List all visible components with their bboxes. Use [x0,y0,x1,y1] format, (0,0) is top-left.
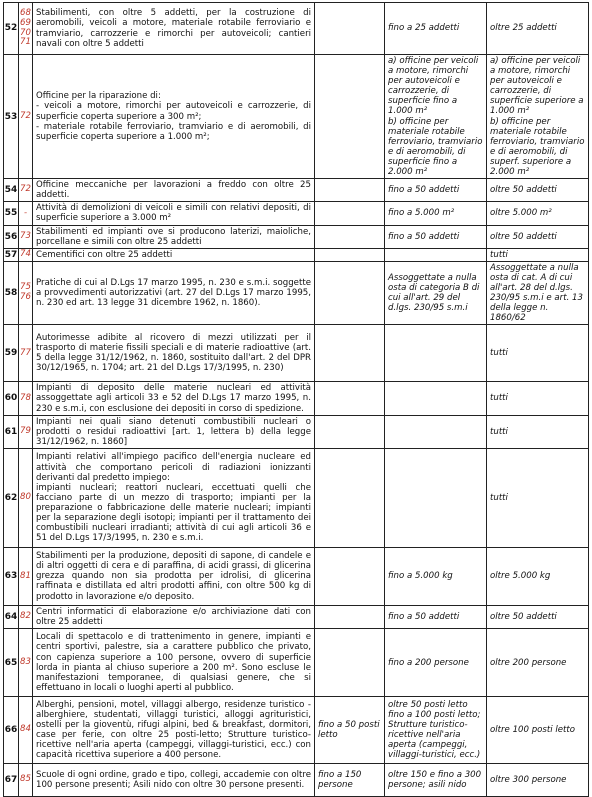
previous-number: 70 [20,27,31,38]
cell-line: Officine per la riparazione di: [36,91,161,102]
activity-description [33,3,315,55]
previous-activity-number [19,415,33,448]
activity-description [33,382,315,415]
category-b [385,448,487,547]
cell-line: Scuole di ogni ordine, grado e tipo, collegi, accademie con oltre 100 persone presenti; Asili nido con oltre 30 persone presenti. [36,770,311,791]
previous-number: 74 [20,248,31,259]
table-row [4,248,589,261]
category-b [385,605,487,628]
cell-line: a) officine per veicoli a motore, rimorchi per autoveicoli e carrozzerie, di superficie superiore a 1.000 m² [490,56,584,117]
activity-number: 55 [4,202,19,225]
cell-line: Stabilimenti, con oltre 5 addetti, per la costruzione di aeromobili, veicoli a motore, materiale rotabile ferroviario e tramviario, carrozzerie e rimorchi per autoveicoli; cantieri navali con oltre 5 addetti [36,8,311,49]
previous-number: 79 [20,425,31,436]
cell-line: - materiale rotabile ferroviario, tramviario e di aeromobili, di superficie coperta superiore a 1.000 m²; [36,121,311,142]
category-b [385,202,487,225]
activity-description [33,225,315,248]
previous-number: 81 [20,570,31,581]
previous-number: 78 [20,392,31,403]
cell-line: oltre 5.000 m² [490,208,552,219]
previous-number: 80 [20,492,31,503]
cell-line: Impianti relativi all'impiego pacifico dell'energia nucleare ed attività che comportano pericoli di radiazioni ionizzanti derivanti dal predetto impiego: [36,452,311,483]
category-b [385,629,487,697]
category-a [315,547,385,605]
activity-number: 56 [4,225,19,248]
activity-number: 53 [4,55,19,179]
previous-number: 77 [20,347,31,358]
previous-activity-number [19,547,33,605]
activity-description [33,547,315,605]
category-a [315,202,385,225]
previous-number: 71 [20,37,31,48]
category-c [487,629,589,697]
table-row [4,55,589,179]
table-row [4,415,589,448]
cell-line: b) officine per materiale rotabile ferroviario, tramviario e di aeromobili, di superf. superiore a 2.000 m² [490,116,585,178]
cell-line: tutti [490,426,508,437]
cell-line: fino a 25 addetti [388,23,460,34]
table-row [4,179,589,202]
previous-activity-number [19,629,33,697]
category-a [315,629,385,697]
activity-description [33,629,315,697]
table-row [4,261,589,325]
previous-activity-number [19,179,33,202]
table-row [4,325,589,382]
previous-activity-number [19,248,33,261]
category-b [385,55,487,179]
activity-number: 57 [4,249,18,260]
previous-number: 68 [20,8,31,19]
cell-line: Assoggettate a nulla osta di categoria B di cui all'art. 29 del d.lgs. 230/95 s.m.i [388,272,480,314]
table-row [4,697,589,764]
previous-number: 72 [20,110,31,121]
activity-description [33,248,315,261]
activity-number: 67 [4,764,19,797]
category-c [487,55,589,179]
activity-description [33,55,315,179]
activity-number: 63 [4,547,19,605]
previous-activity-number [19,55,33,179]
previous-activity-number [19,225,33,248]
previous-activity-number [19,448,33,547]
category-a [315,697,385,764]
cell-line: Pratiche di cui al D.Lgs 17 marzo 1995, n. 230 e s.m.i. soggette a provvedimenti autorizzativi (art. 27 del D.Lgs 17 marzo 1995, n. 230 ed art. 13 legge 31 dicembre 1962, n. 1860). [36,277,311,309]
cell-line: Stabilimenti ed impianti ove si producono laterizi, maioliche, porcellane e simili con oltre 25 addetti [36,226,311,247]
previous-activity-number [19,697,33,764]
cell-line: Officine meccaniche per lavorazioni a freddo con oltre 25 addetti. [36,180,311,201]
cell-line: fino a 50 addetti [388,185,460,196]
category-b [385,261,487,325]
cell-line: oltre 300 persone [490,775,567,786]
category-a [315,225,385,248]
cell-line: fino a 150 persone [318,770,362,791]
cell-line: oltre 200 persone [490,657,567,668]
category-c [487,225,589,248]
cell-line: tutti [490,249,508,260]
activity-description [33,415,315,448]
previous-number: 73 [20,230,31,241]
previous-activity-number [19,325,33,382]
category-b [385,225,487,248]
table-row [4,764,589,797]
category-c [487,697,589,764]
category-b [385,415,487,448]
activity-number: 61 [4,415,19,448]
activity-description [33,697,315,764]
table-row [4,3,589,55]
activity-description [33,764,315,797]
cell-line: Cementifici con oltre 25 addetti [36,249,173,260]
category-c [487,3,589,55]
activity-number: 60 [4,382,19,415]
previous-activity-number [19,382,33,415]
activity-description [33,605,315,628]
cell-line: Attività di demolizioni di veicoli e simili con relativi depositi, di superficie superiore a 3.000 m² [36,203,311,224]
table-row [4,448,589,547]
previous-number: 84 [20,724,31,735]
category-a [315,55,385,179]
cell-line: b) officine per materiale rotabile ferroviario, tramviario e di aeromobili, di superficie fino a 2.000 m² [388,116,483,178]
category-c [487,325,589,382]
activity-number: 65 [4,629,19,697]
cell-line: Stabilimenti per la produzione, depositi di sapone, di candele e di altri oggetti di cera e di paraffina, di acidi grassi, di glicerina grezza quando non sia prodotta per idrolisi, di glicerina raffinata e distillata ed altri prodotti affini, con oltre 500 kg di prodotto in lavorazione e/o deposito. [36,551,311,602]
activity-number: 58 [4,261,19,325]
previous-activity-number [19,605,33,628]
category-c [487,415,589,448]
cell-line: tutti [490,393,508,404]
category-a [315,448,385,547]
cell-line: Alberghi, pensioni, motel, villaggi albergo, residenze turistico - alberghiere, studentati, villaggi turistici, alloggi agrituristici, ostelli per la gioventù, rifugi alpini, bed & breakfast, dormitori, case per ferie, con oltre 25 posti-letto; Strutture turistico-ricettive nell'aria aperta (campeggi, villaggi-turistici, ecc.) con capacità ricettiva superiore a 400 persone. [36,699,311,761]
cell-line: oltre 150 e fino a 300 persone; asili nido [388,770,482,791]
category-c [487,261,589,325]
activity-number: 62 [4,448,19,547]
category-b [385,764,487,797]
cell-line: oltre 5.000 kg [490,571,551,582]
cell-line: oltre 50 addetti [490,185,557,196]
table-row [4,202,589,225]
cell-line: fino a 50 addetti [388,231,460,242]
previous-activity-number [19,764,33,797]
category-b [385,547,487,605]
previous-number: 85 [20,774,31,785]
category-b [385,325,487,382]
category-b [385,382,487,415]
category-c [487,382,589,415]
table-row [4,225,589,248]
cell-line: - veicoli a motore, rimorchi per autoveicoli e carrozzerie, di superficie coperta superiore a 300 m²; [36,101,311,122]
category-a [315,764,385,797]
previous-number: 75 [20,282,31,293]
previous-number: 69 [20,17,31,28]
cell-line: Impianti nei quali siano detenuti combustibili nucleari o prodotti o residui radioattivi [art. 1, lettera b) della legge 31/12/1962, n. 1860] [36,416,311,447]
activity-number: 64 [4,605,19,628]
activity-number: 52 [4,3,19,55]
cell-line: Locali di spettacolo e di trattenimento in genere, impianti e centri sportivi, palestre, sia a carattere pubblico che privato, con capienza superiore a 100 persone, ovvero di superficie lorda in pianta al chiuso superiore a 200 m². Sono escluse le manifestazioni temporanee, di qualsiasi genere, che si effettuano in locali o luoghi aperti al pubblico. [36,632,311,693]
cell-line: Autorimesse adibite al ricovero di mezzi utilizzati per il trasporto di materie fissili speciali e di materie radioattive (art. 5 della legge 31/12/1962, n. 1860, sostituito dall'art. 2 del DPR 30/12/1965, n. 1704; art. 21 del D.Lgs 17/3/1995, n. 230) [36,333,311,374]
category-b [385,248,487,261]
cell-line: oltre 50 addetti [490,231,557,242]
category-a [315,3,385,55]
category-b [385,179,487,202]
category-c [487,448,589,547]
cell-line: fino a 5.000 kg [388,571,453,582]
cell-line: fino a 5.000 m² [388,208,455,219]
previous-number: 83 [20,656,31,667]
activities-table [3,2,589,797]
activity-description [33,202,315,225]
category-c [487,202,589,225]
cell-line: tutti [490,348,508,359]
cell-line: tutti [490,492,508,503]
category-c [487,248,589,261]
category-a [315,415,385,448]
category-a [315,179,385,202]
cell-line: oltre 50 posti letto fino a 100 posti letto; Strutture turistico-ricettive nell'aria aperta (campeggi, villaggi-turistici, ecc.) [388,699,481,761]
table-row [4,382,589,415]
category-b [385,3,487,55]
previous-activity-number [19,3,33,55]
previous-activity-number [19,202,33,225]
activity-description [33,179,315,202]
previous-activity-number [19,261,33,325]
category-c [487,764,589,797]
cell-line: oltre 100 posti letto [490,725,576,736]
category-c [487,547,589,605]
previous-number: 82 [20,611,31,622]
cell-line: Centri informatici di elaborazione e/o archiviazione dati con oltre 25 addetti [36,606,311,627]
category-c [487,179,589,202]
table-body [4,3,589,797]
activity-number: 59 [4,325,19,382]
table-row [4,629,589,697]
category-b [385,697,487,764]
category-a [315,261,385,325]
cell-line: oltre 25 addetti [490,23,557,34]
cell-line: oltre 50 addetti [490,611,557,622]
activity-number: 54 [4,179,19,202]
previous-number: 72 [20,184,31,195]
table-row [4,605,589,628]
cell-line: fino a 50 addetti [388,611,460,622]
activity-description [33,448,315,547]
activity-description [33,261,315,325]
activity-number: 66 [4,697,19,764]
cell-line: a) officine per veicoli a motore, rimorchi per autoveicoli e carrozzerie, di superficie fino a 1.000 m² [388,56,479,117]
category-a [315,605,385,628]
cell-line: Impianti di deposito delle materie nucleari ed attività assoggettate agli articoli 33 e 52 del D.Lgs 17 marzo 1995, n. 230 e s.m.i, con esclusione dei depositi in corso di spedizione. [36,383,311,414]
cell-line: Assoggettate a nulla osta di cat. A di cui all'art. 28 del d.lgs. 230/95 s.m.i e art. 13 della legge n. 1860/62 [490,262,583,324]
previous-number: 76 [20,292,31,303]
category-c [487,605,589,628]
previous-number: - [23,207,28,218]
cell-line: fino a 200 persone [388,657,469,668]
table-row [4,547,589,605]
category-a [315,325,385,382]
cell-line: fino a 50 posti letto [318,720,380,741]
activity-description [33,325,315,382]
category-a [315,382,385,415]
cell-line: impianti nucleari; reattori nucleari, eccettuati quelli che facciano parte di un mezzo di trasporto; impianti per la preparazione o fabbricazione delle materie nucleari; impianti per la separazione degli isotopi; impianti per il trattamento dei combustibili nucleari irradianti; attività di cui agli articoli 36 e 51 del D.Lgs 17/3/1995, n. 230 e s.m.i. [36,482,311,544]
category-a [315,248,385,261]
